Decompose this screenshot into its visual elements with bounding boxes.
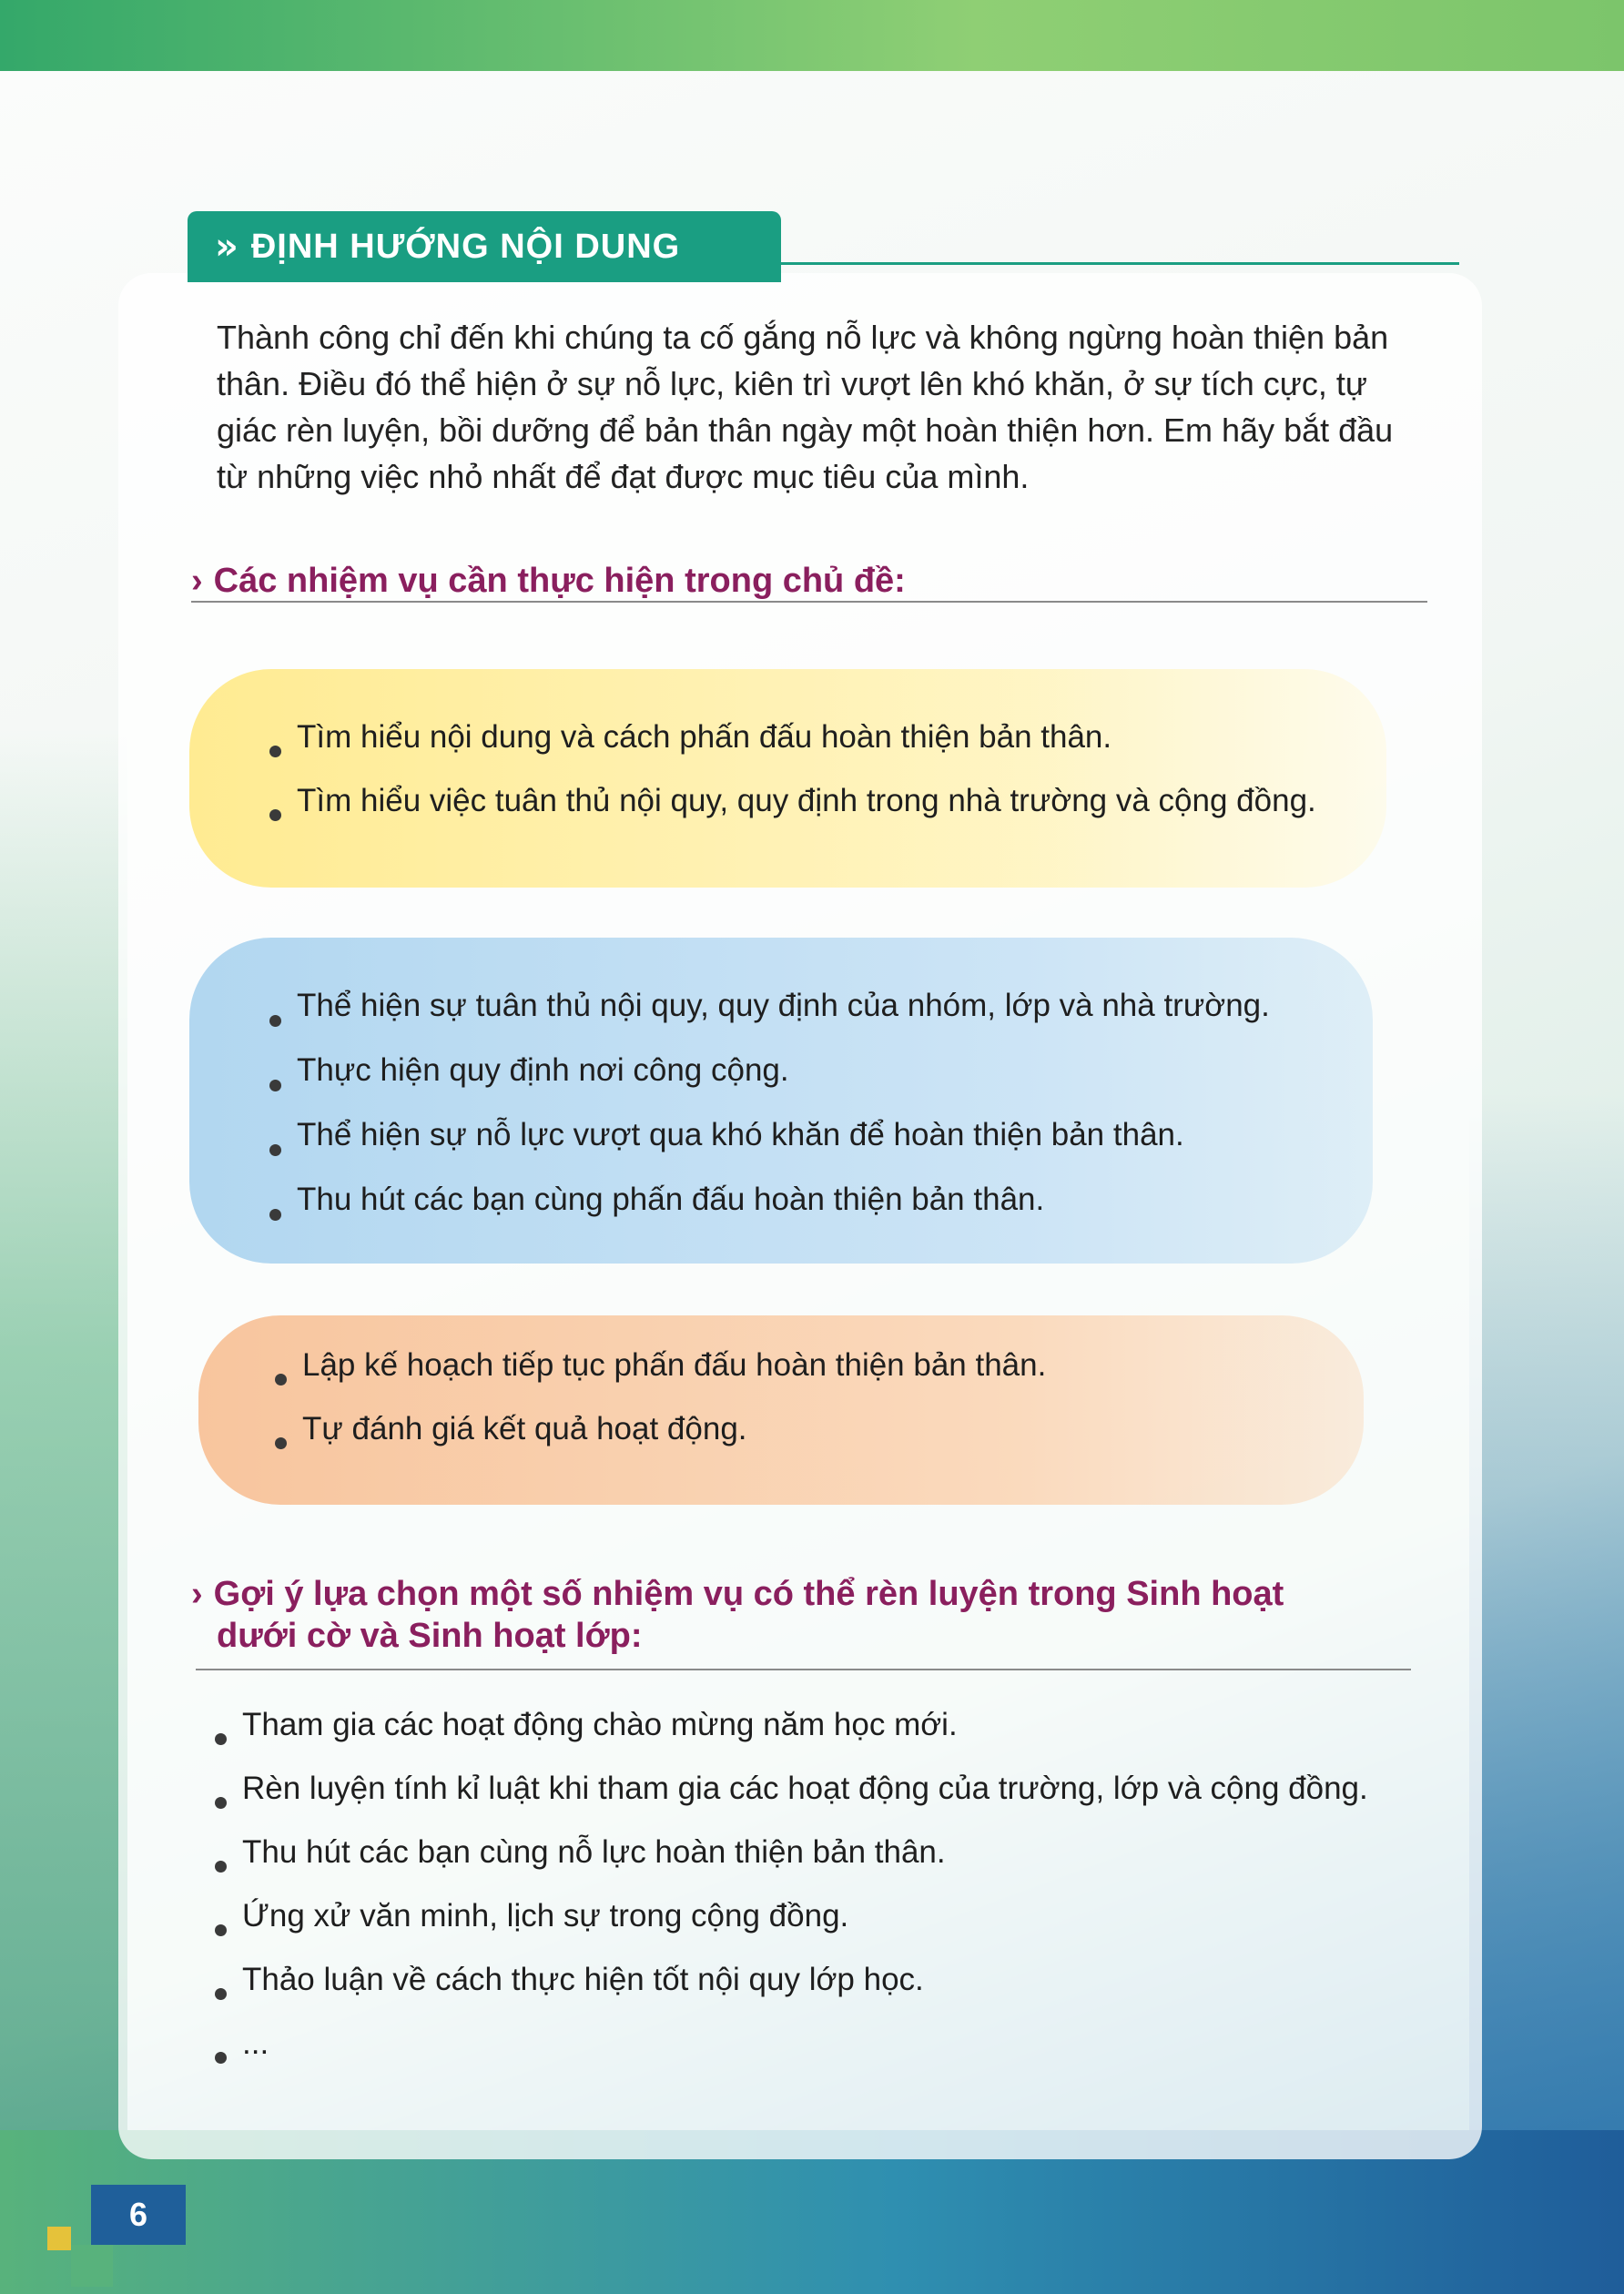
chevron-right-icon: › <box>191 1575 203 1613</box>
chevron-right-icon: › <box>191 562 203 600</box>
right-decoration <box>1469 1092 1624 2294</box>
list-item: Thảo luận về cách thực hiện tốt nội quy lớp học. <box>215 1962 1368 2025</box>
top-color-band <box>0 0 1624 71</box>
tasks-heading-rule <box>191 601 1427 603</box>
page-number: 6 <box>91 2185 186 2245</box>
list-item: Tìm hiểu việc tuân thủ nội quy, quy định trong nhà trường và cộng đồng. <box>269 783 1316 847</box>
suggestions-heading-line1: Gợi ý lựa chọn một số nhiệm vụ có thể rèn luyện trong Sinh hoạt <box>213 1575 1284 1613</box>
header-underline <box>781 262 1459 265</box>
suggestions-heading-rule <box>196 1669 1411 1670</box>
list-item: Thực hiện quy định nơi công cộng. <box>269 1052 1270 1117</box>
list-item: Lập kế hoạch tiếp tục phấn đấu hoàn thiện bản thân. <box>275 1347 1046 1411</box>
tasks-heading-text: Các nhiệm vụ cần thực hiện trong chủ đề: <box>213 562 906 600</box>
list-item: Thu hút các bạn cùng nỗ lực hoàn thiện bản thân. <box>215 1834 1368 1898</box>
suggestions-heading <box>191 1573 1429 1657</box>
list-item: Rèn luyện tính kỉ luật khi tham gia các hoạt động của trường, lớp và cộng đồng. <box>215 1771 1368 1834</box>
list-item: Tham gia các hoạt động chào mừng năm học mới. <box>215 1707 1368 1771</box>
double-chevron-right-icon: » <box>215 226 239 268</box>
list-item: Tự đánh giá kết quả hoạt động. <box>275 1411 1046 1475</box>
left-decoration <box>0 728 127 2294</box>
suggestions-heading-line2: dưới cờ và Sinh hoạt lớp: <box>217 1617 643 1655</box>
task-list-blue <box>269 988 1270 1246</box>
list-item: Ứng xử văn minh, lịch sự trong cộng đồng. <box>215 1898 1368 1962</box>
list-item: Thể hiện sự tuân thủ nội quy, quy định của nhóm, lớp và nhà trường. <box>269 988 1270 1052</box>
page-number-decoration <box>47 2227 71 2250</box>
intro-paragraph: Thành công chỉ đến khi chúng ta cố gắng nỗ lực và không ngừng hoàn thiện bản thân. Điều đó thể hiện ở sự nỗ lực, kiên trì vượt lên khó khăn, ở sự tích cực, tự giác rèn luyện, bồi dưỡng để bản thân ngày một hoàn thiện hơn. Em hãy bắt đầu từ những việc nhỏ nhất để đạt được mục tiêu của mình. <box>217 319 1394 495</box>
list-item: Tìm hiểu nội dung và cách phấn đấu hoàn thiện bản thân. <box>269 719 1316 783</box>
task-list-yellow <box>269 719 1316 847</box>
section-title: ĐỊNH HƯỚNG NỘI DUNG <box>250 227 681 266</box>
section-header-tab <box>188 211 781 282</box>
list-item: Thu hút các bạn cùng phấn đấu hoàn thiện bản thân. <box>269 1182 1270 1246</box>
list-item: ... <box>215 2025 1368 2089</box>
page-number-decoration <box>71 2245 113 2287</box>
task-list-orange <box>275 1347 1046 1475</box>
tasks-heading <box>191 560 906 602</box>
suggestion-list <box>215 1707 1368 2089</box>
list-item: Thể hiện sự nỗ lực vượt qua khó khăn để hoàn thiện bản thân. <box>269 1117 1270 1182</box>
